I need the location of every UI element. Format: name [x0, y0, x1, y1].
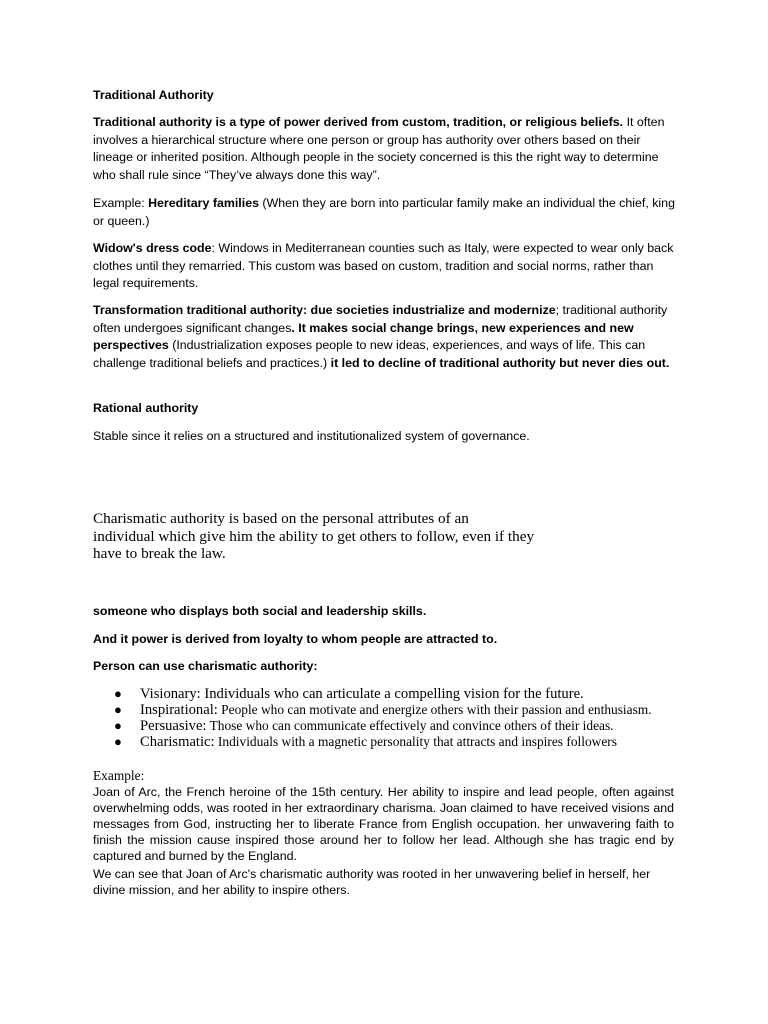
charismatic-intro-line-2: individual which give him the ability to get others to follow, even if they: [93, 527, 535, 545]
example-bold: Hereditary families: [148, 196, 259, 210]
bullet-term: Inspirational:: [140, 702, 218, 718]
transform-bold-2: . It makes social change brings, new experiences and new perspectives: [93, 320, 634, 352]
transform-bold-3: it led to decline of traditional authority but never dies out.: [327, 355, 670, 370]
bullet-icon: ●: [114, 686, 122, 701]
bullet-text: Individuals who can articulate a compelling vision for the future.: [200, 686, 584, 702]
transform-text-2: (Industrialization exposes people to new ideas, experiences, and ways of life. This can challenge traditional beliefs and practices.): [93, 338, 646, 370]
example-label: Example:: [93, 196, 149, 210]
charismatic-intro-line-1: Charismatic authority is based on the personal attributes of an: [93, 510, 469, 527]
loyalty-line: And it power is derived from loyalty to whom people are attracted to.: [93, 632, 498, 646]
person-can-use-line: Person can use charismatic authority:: [93, 659, 318, 673]
rational-authority-heading: Rational authority: [93, 401, 199, 415]
definition-bold: Traditional authority is a type of power derived from custom, tradition, or religious beliefs.: [93, 115, 624, 129]
charismatic-types-list: [93, 686, 683, 750]
bullet-text: Those who can communicate effectively and convince others of their ideas.: [206, 718, 614, 733]
bullet-icon: ●: [114, 702, 122, 717]
example-label-joan: Example:: [93, 768, 145, 783]
social-leadership-line: someone who displays both social and leadership skills.: [93, 604, 427, 618]
example-text: (When they are born into particular family make an individual the chief, king or queen.): [93, 196, 675, 228]
definition-text: It often involves a hierarchical structure where one person or group has authority over others based on their lineage or inherited position. Although people in the society concerned is this the right way to determine who shall rule since “They’ve always done this way”.: [93, 115, 665, 182]
bullet-icon: ●: [114, 734, 122, 749]
traditional-definition-paragraph: [93, 114, 677, 184]
widow-text: : Windows in Mediterranean counties such as Italy, were expected to wear only back clothes until they remarried. This custom was based on custom, tradition and social norms, rather than legal requirements.: [93, 241, 674, 290]
bullet-text: People who can motivate and energize others with their passion and enthusiasm.: [217, 702, 652, 717]
bullet-text: Individuals with a magnetic personality that attracts and inspires followers: [214, 734, 617, 749]
bullet-term: Persuasive:: [140, 718, 207, 734]
example-paragraph: [93, 195, 677, 230]
rational-authority-text: Stable since it relies on a structured and institutionalized system of governance.: [93, 429, 530, 443]
list-item: [93, 686, 683, 702]
bullet-term: Visionary:: [140, 686, 201, 702]
traditional-authority-heading: Traditional Authority: [93, 88, 214, 102]
list-item: [93, 718, 683, 734]
widow-bold: Widow's dress code: [93, 241, 212, 255]
list-item: [93, 702, 683, 718]
charismatic-intro: [93, 510, 693, 563]
bullet-icon: ●: [114, 718, 122, 733]
charismatic-intro-line-3: have to break the law.: [93, 545, 226, 562]
transform-text-1: ; traditional authority often undergoes significant changes: [93, 303, 668, 335]
list-item: [93, 734, 683, 750]
conclusion-paragraph: We can see that Joan of Arc's charismatic authority was rooted in her unwavering belief in herself, her divine mission, and her ability to inspire others.: [93, 867, 651, 898]
transformation-paragraph: [93, 302, 677, 372]
transform-bold-1: Transformation traditional authority: due societies industrialize and modernize: [93, 303, 556, 317]
bullet-term: Charismatic:: [140, 734, 215, 750]
widow-dress-code-paragraph: [93, 240, 677, 293]
joan-of-arc-paragraph: Joan of Arc, the French heroine of the 15th century. Her ability to inspire and lead people, often against overwhelming odds, was rooted in her extraordinary charisma. Joan claimed to have received visions and messages from God, instructing her to liberate France from English occupation. her unwavering faith to finish the mission cause inspired those around her to follow her lead. Although she has tragic end by captured and burned by the England.: [93, 784, 674, 864]
